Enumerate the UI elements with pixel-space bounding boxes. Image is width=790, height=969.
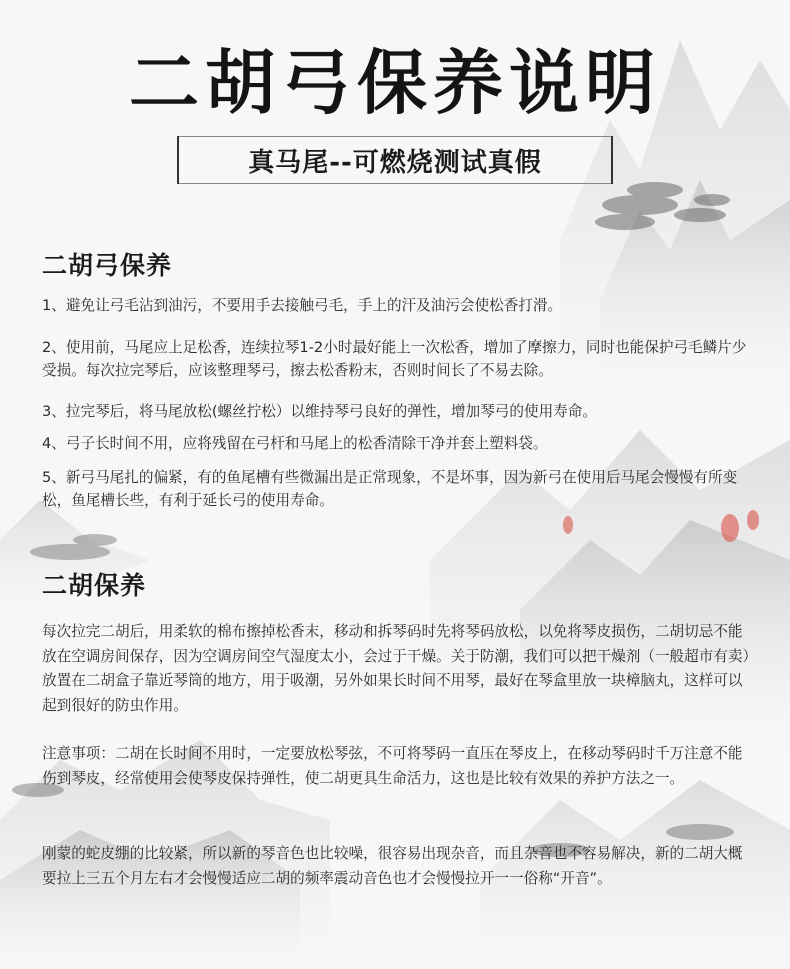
subtitle: 真马尾--可燃烧测试真假 <box>248 147 542 178</box>
section-heading-erhu-care: 二胡保养 <box>42 571 147 600</box>
erhu-care-paragraph-1: 每次拉完二胡后，用柔软的棉布擦掉松香末，移动和拆琴码时先将琴码放松，以免将琴皮损伤，二胡切忌不能放在空调房间保存，因为空调房间空气湿度太小，会过于干燥。关于防潮，我们可以把干燥剂（一般超市有卖）放置在二胡盒子靠近琴筒的地方，用于吸潮，另外如果长时间不用琴，最好在琴盒里放一块樟脑丸，这样可以起到很好的防虫作用。 <box>42 623 750 714</box>
bow-care-item-3: 3、拉完琴后，将马尾放松(螺丝拧松）以维持琴弓良好的弹性，增加琴弓的使用寿命。 <box>42 403 597 420</box>
bow-care-item-5: 5、新弓马尾扎的偏紧，有的鱼尾槽有些微漏出是正常现象，不是坏事，因为新弓在使用后马尾会慢慢有所变松，鱼尾槽长些，有利于延长弓的使用寿命。 <box>42 469 738 509</box>
erhu-care-paragraph-2: 注意事项：二胡在长时间不用时，一定要放松琴弦，不可将琴码一直压在琴皮上，在移动琴码时千万注意不能伤到琴皮，经常使用会使琴皮保持弹性，使二胡更具生命活力，这也是比较有效果的养护方法之一。 <box>42 745 743 787</box>
subtitle-box <box>177 136 613 184</box>
section-heading-bow-care: 二胡弓保养 <box>42 251 173 280</box>
main-title: 二胡弓保养说明 <box>129 42 661 124</box>
bow-care-item-4: 4、弓子长时间不用，应将残留在弓杆和马尾上的松香清除干净并套上塑料袋。 <box>42 435 548 452</box>
bow-care-item-1: 1、避免让弓毛沾到油污，不要用手去接触弓毛，手上的汗及油污会使松香打滑。 <box>42 297 563 314</box>
bow-care-item-2: 2、使用前，马尾应上足松香，连续拉琴1-2小时最好能上一次松香，增加了摩擦力，同时也能保护弓毛鳞片少受损。每次拉完琴后，应该整理琴弓，擦去松香粉末，否则时间长了不易去除。 <box>42 339 747 379</box>
erhu-care-paragraph-3: 刚蒙的蛇皮绷的比较紧，所以新的琴音色也比较噪，很容易出现杂音，而且杂音也不容易解决，新的二胡大概要拉上三五个月左右才会慢慢适应二胡的频率震动音色也才会慢慢拉开一一俗称“开音”。 <box>42 845 743 887</box>
